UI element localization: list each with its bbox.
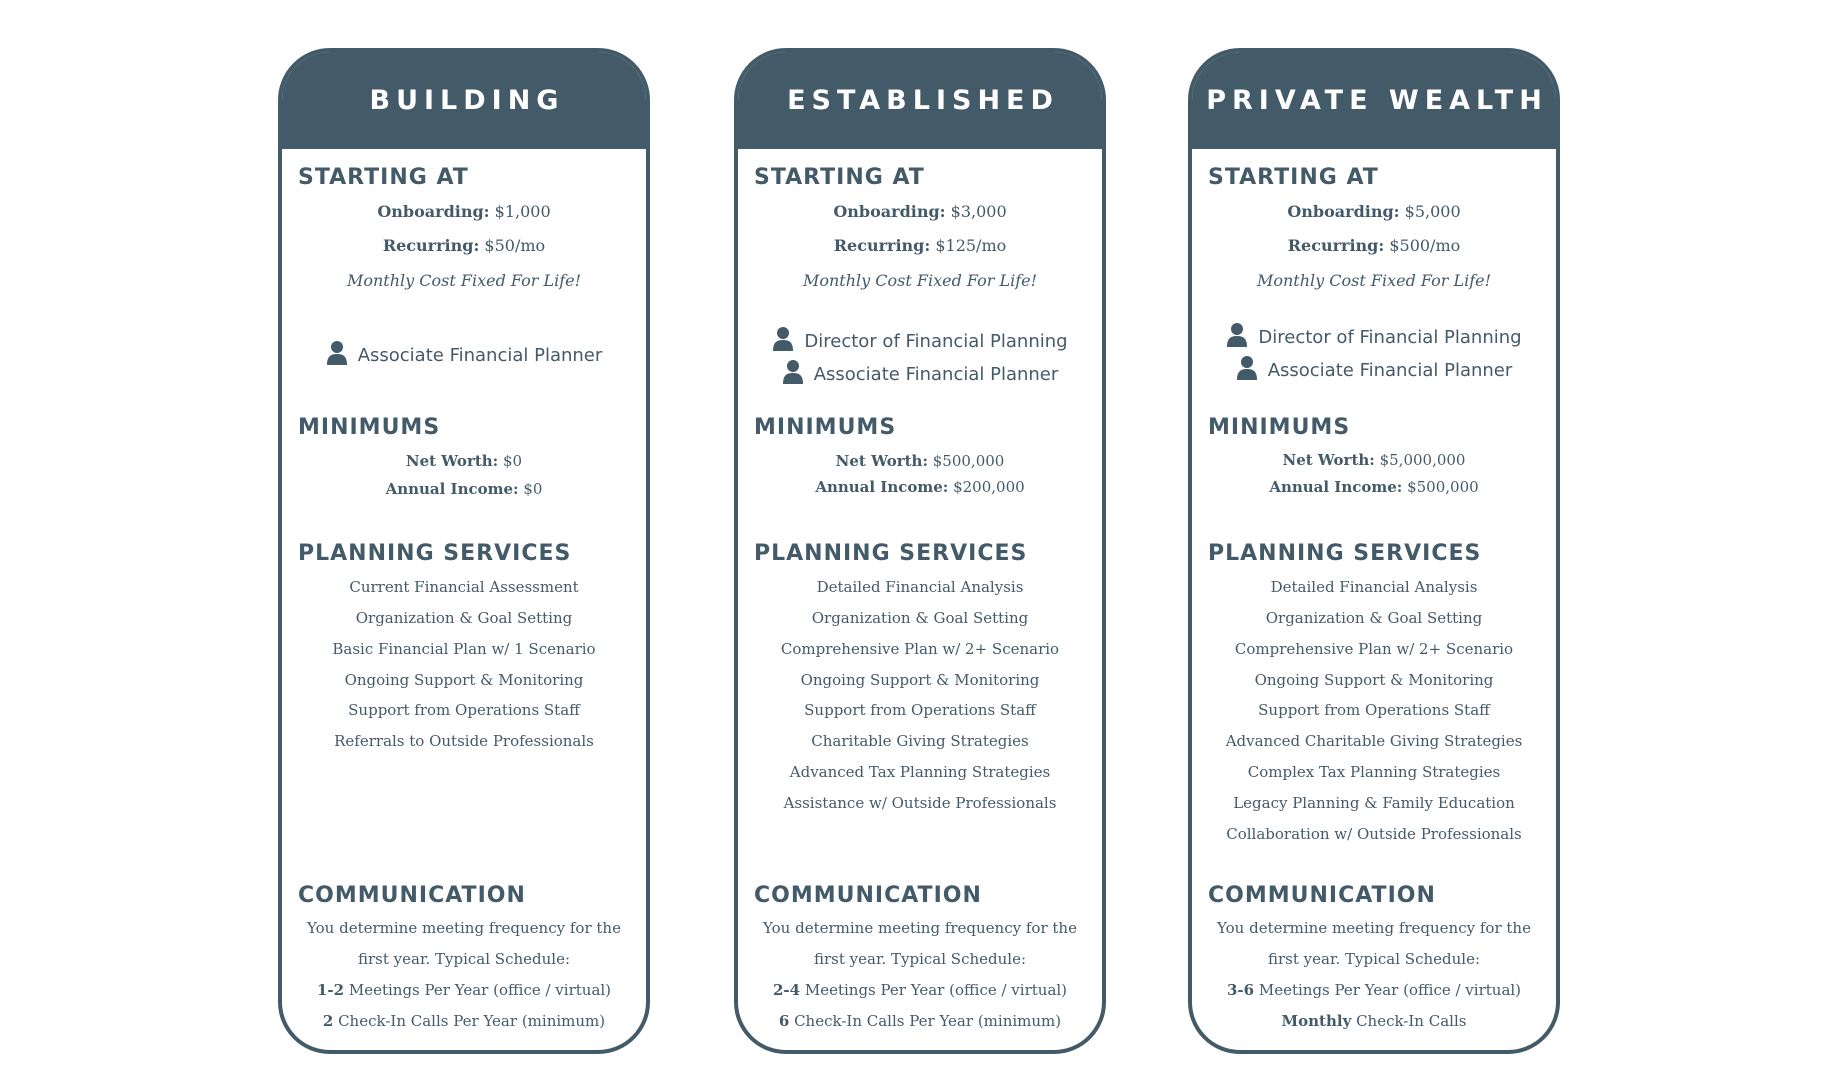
service-item: Basic Financial Plan w/ 1 Scenario xyxy=(332,640,596,658)
card-header xyxy=(738,52,1102,149)
annual-income-line: Annual Income: $500,000 xyxy=(1269,478,1479,496)
service-item: Comprehensive Plan w/ 2+ Scenario xyxy=(780,640,1060,658)
service-item: Legacy Planning & Family Education xyxy=(1233,794,1515,812)
net-worth-line: Net Worth: $500,000 xyxy=(835,452,1005,470)
service-item: Support from Operations Staff xyxy=(804,701,1036,719)
annual-income-line: Annual Income: $200,000 xyxy=(815,478,1025,496)
service-item: Support from Operations Staff xyxy=(1258,701,1490,719)
tier-card-established xyxy=(734,48,1106,1054)
communication-heading: COMMUNICATION xyxy=(1208,883,1436,908)
service-item: Advanced Tax Planning Strategies xyxy=(789,763,1051,781)
person-icon xyxy=(326,340,348,366)
recurring-line: Recurring: $50/mo xyxy=(382,236,546,255)
person-icon xyxy=(1236,355,1258,381)
service-item: Assistance w/ Outside Professionals xyxy=(783,794,1057,812)
comm-line: first year. Typical Schedule: xyxy=(357,950,570,968)
service-item: Collaboration w/ Outside Professionals xyxy=(1226,825,1522,843)
meetings-line: 1-2 Meetings Per Year (office / virtual) xyxy=(316,981,612,999)
fixed-cost-note: Monthly Cost Fixed For Life! xyxy=(346,271,582,290)
fixed-cost-note: Monthly Cost Fixed For Life! xyxy=(1256,271,1492,290)
comm-line: first year. Typical Schedule: xyxy=(1267,950,1480,968)
calls-line: 6 Check-In Calls Per Year (minimum) xyxy=(778,1012,1062,1030)
service-item: Comprehensive Plan w/ 2+ Scenario xyxy=(1234,640,1514,658)
service-item: Detailed Financial Analysis xyxy=(816,578,1024,596)
card-header xyxy=(1192,52,1556,149)
service-item: Support from Operations Staff xyxy=(348,701,580,719)
onboarding-line: Onboarding: $5,000 xyxy=(1287,202,1461,221)
planning-services-heading: PLANNING SERVICES xyxy=(754,541,1028,566)
recurring-line: Recurring: $500/mo xyxy=(1287,236,1461,255)
comm-line: You determine meeting frequency for the xyxy=(1217,919,1531,937)
service-item: Advanced Charitable Giving Strategies xyxy=(1225,732,1523,750)
onboarding-line: Onboarding: $1,000 xyxy=(377,202,551,221)
minimums-heading: MINIMUMS xyxy=(754,415,897,440)
minimums-heading: MINIMUMS xyxy=(1208,415,1351,440)
staff-associate: Associate Financial Planner xyxy=(282,340,646,366)
tier-card-building xyxy=(278,48,650,1054)
person-icon xyxy=(782,359,804,385)
card-header xyxy=(282,52,646,149)
fixed-cost-note: Monthly Cost Fixed For Life! xyxy=(802,271,1038,290)
calls-line: Monthly Check-In Calls xyxy=(1281,1012,1467,1030)
comm-line: You determine meeting frequency for the xyxy=(307,919,621,937)
calls-line: 2 Check-In Calls Per Year (minimum) xyxy=(322,1012,606,1030)
tier-title: ESTABLISHED xyxy=(787,85,1059,116)
tier-card-private-wealth xyxy=(1188,48,1560,1054)
communication-heading: COMMUNICATION xyxy=(298,883,526,908)
meetings-line: 3-6 Meetings Per Year (office / virtual) xyxy=(1226,981,1522,999)
starting-at-heading: STARTING AT xyxy=(298,165,469,190)
minimums-heading: MINIMUMS xyxy=(298,415,441,440)
recurring-line: Recurring: $125/mo xyxy=(833,236,1007,255)
onboarding-line: Onboarding: $3,000 xyxy=(833,202,1007,221)
service-item: Organization & Goal Setting xyxy=(355,609,573,627)
starting-at-heading: STARTING AT xyxy=(1208,165,1379,190)
person-icon xyxy=(772,326,794,352)
planning-services-heading: PLANNING SERVICES xyxy=(298,541,572,566)
service-item: Organization & Goal Setting xyxy=(1265,609,1483,627)
comm-line: You determine meeting frequency for the xyxy=(763,919,1077,937)
service-item: Ongoing Support & Monitoring xyxy=(800,671,1040,689)
comm-line: first year. Typical Schedule: xyxy=(813,950,1026,968)
staff-director: Director of Financial Planning xyxy=(738,326,1102,352)
annual-income-line: Annual Income: $0 xyxy=(385,480,543,498)
service-item: Charitable Giving Strategies xyxy=(811,732,1029,750)
tier-title: BUILDING xyxy=(369,85,565,116)
communication-heading: COMMUNICATION xyxy=(754,883,982,908)
net-worth-line: Net Worth: $5,000,000 xyxy=(1282,451,1466,469)
service-item: Current Financial Assessment xyxy=(349,578,579,596)
staff-associate: Associate Financial Planner xyxy=(1192,355,1556,381)
meetings-line: 2-4 Meetings Per Year (office / virtual) xyxy=(772,981,1068,999)
person-icon xyxy=(1226,322,1248,348)
service-item: Complex Tax Planning Strategies xyxy=(1247,763,1501,781)
service-item: Referrals to Outside Professionals xyxy=(334,732,594,750)
planning-services-heading: PLANNING SERVICES xyxy=(1208,541,1482,566)
staff-director: Director of Financial Planning xyxy=(1192,322,1556,348)
starting-at-heading: STARTING AT xyxy=(754,165,925,190)
service-item: Organization & Goal Setting xyxy=(811,609,1029,627)
net-worth-line: Net Worth: $0 xyxy=(405,452,523,470)
service-item: Ongoing Support & Monitoring xyxy=(344,671,584,689)
tier-title: PRIVATE WEALTH xyxy=(1206,85,1548,116)
service-item: Detailed Financial Analysis xyxy=(1270,578,1478,596)
service-item: Ongoing Support & Monitoring xyxy=(1254,671,1494,689)
staff-associate: Associate Financial Planner xyxy=(738,359,1102,385)
